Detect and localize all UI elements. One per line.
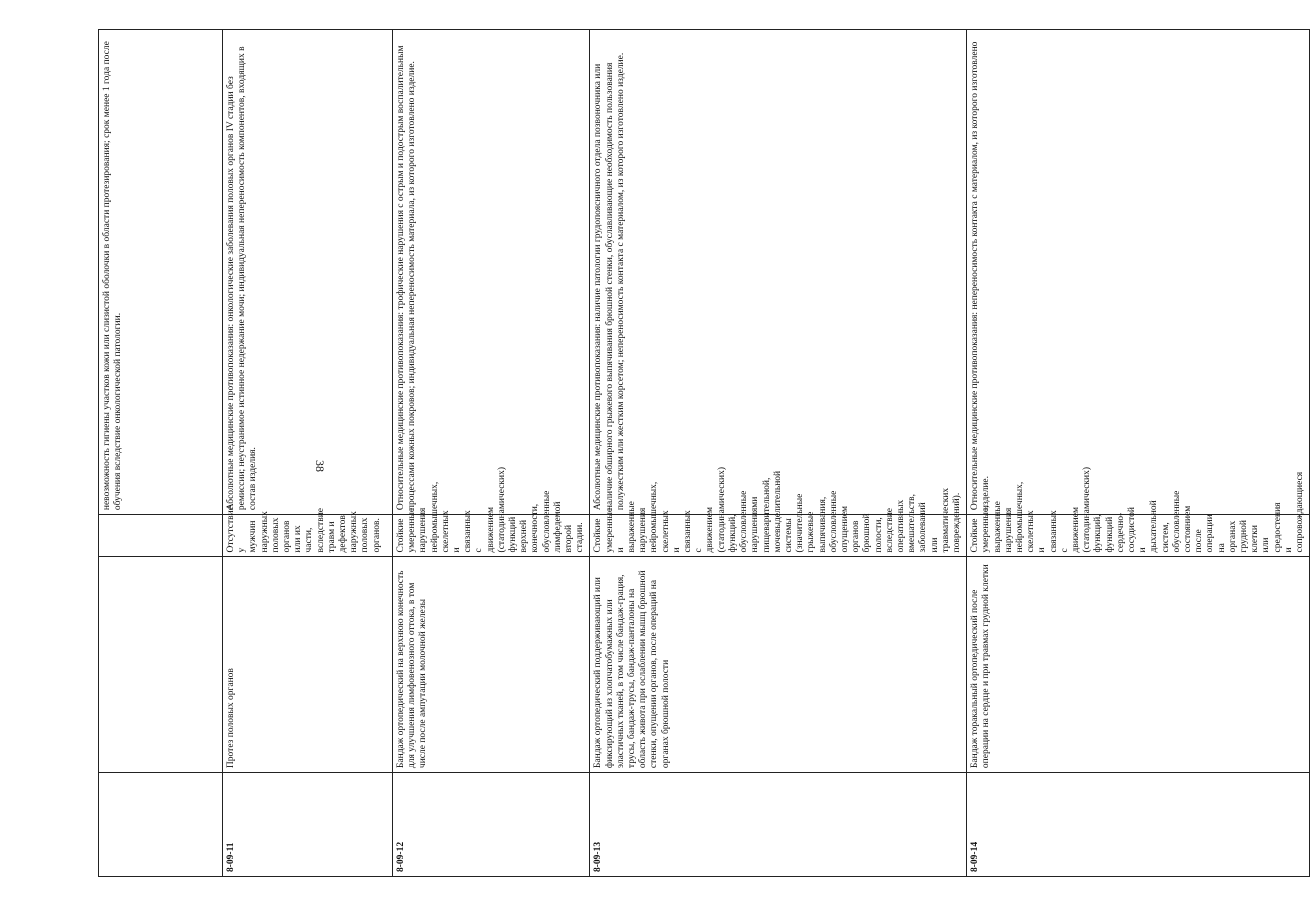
indications-cell: Стойкие умеренные нарушения нейромышечных, скелетных и связанных с движением (статодинамических) функций верхней конечности, обусловленные лимфедемой второй стадии. xyxy=(393,515,590,557)
contraindications-cell: Абсолютные медицинские противопоказания: наличие патологии грудопоясничного отдела позвоночника или наличие обширного грыжевого выпячивания брюшной стенки, обуславливающие необходимость пользования полужестким или жестким корсетом; непереносимость контакта с материалом, из которого изготовлено изделие. xyxy=(590,30,967,515)
name-cell xyxy=(99,557,223,773)
name-cell: Бандаж ортопедический поддерживающий или фиксирующий из хлопчатобумажных или эластичных тканей, в том числе бандаж-грация, трусы, бандаж-трусы, бандаж-панталоны на область живота при ослаблении мышц брюшной стенки, опущении органов, после операций на органах брюшной полости xyxy=(590,557,967,773)
rotated-table-wrapper xyxy=(98,29,1306,877)
name-cell: Бандаж ортопедический на верхнюю конечность для улучшения лимфовенозного оттока, в том числе после ампутации молочной железы xyxy=(393,557,590,773)
name-cell: Протез половых органов xyxy=(223,557,393,773)
contraindications-cell: Относительные медицинские противопоказания: трофические нарушения с острым и подострым воспалительным процессами кожных покровов; индивидуальная непереносимость материала, из которого изготовлено изделие. xyxy=(393,30,590,515)
code-cell: 8-09-14 xyxy=(967,773,1310,877)
indications-cell: Стойкие умеренные и выраженные нарушения нейромышечных, скелетных и связанных с движением (статодинамических) функций, обусловленные нарушениями пищеварительной, мочевыделительной системы (значительные грыжевые выпячивания, обусловленные опущением органов брюшной полости, вследствие оперативных вмешательств, заболеваний или травматических повреждений). xyxy=(590,515,967,557)
table-row xyxy=(590,30,967,877)
name-cell: Бандаж торакальный ортопедический после операции на сердце и при травмах грудной клетки xyxy=(967,557,1310,773)
code-cell: 8-09-11 xyxy=(223,773,393,877)
code-cell: 8-09-13 xyxy=(590,773,967,877)
registry-table xyxy=(98,29,1310,877)
indications-cell: Отсутствие у мужчин наружных половых органов или их части, вследствие травм и дефектов наружных половых органов. xyxy=(223,515,393,557)
contraindications-cell: Абсолютные медицинские противопоказания: онкологические заболевания половых органов IV стадии без ремиссии; неустранимое истинное недержание мочи; индивидуальная непереносимость компонентов, входящих в состав изделия. xyxy=(223,30,393,515)
contraindications-cell: Относительные медицинские противопоказания: непереносимость контакта с материалом, из которого изготовлено изделие. xyxy=(967,30,1310,515)
code-cell: 8-09-12 xyxy=(393,773,590,877)
contraindications-cell: невозможность гигиены участков кожи или слизистой оболочки в области протезирования; срок менее 1 года после обучения вследствие онкологической патологии. xyxy=(99,30,223,515)
page-number: 38 xyxy=(313,460,327,472)
table-row xyxy=(393,30,590,877)
code-cell xyxy=(99,773,223,877)
table-row xyxy=(223,30,393,877)
table-row xyxy=(967,30,1310,877)
indications-cell xyxy=(99,515,223,557)
table-row xyxy=(99,30,223,877)
indications-cell: Стойкие умеренные, выраженные нарушения нейромышечных, скелетных и связанных с движением (статодинамических) функций, функций сердечно-сосудистой и дыхательной систем, обусловленные состоянием после операции на органах грудной клетки или средостения и сопровождающиеся xyxy=(967,515,1310,557)
